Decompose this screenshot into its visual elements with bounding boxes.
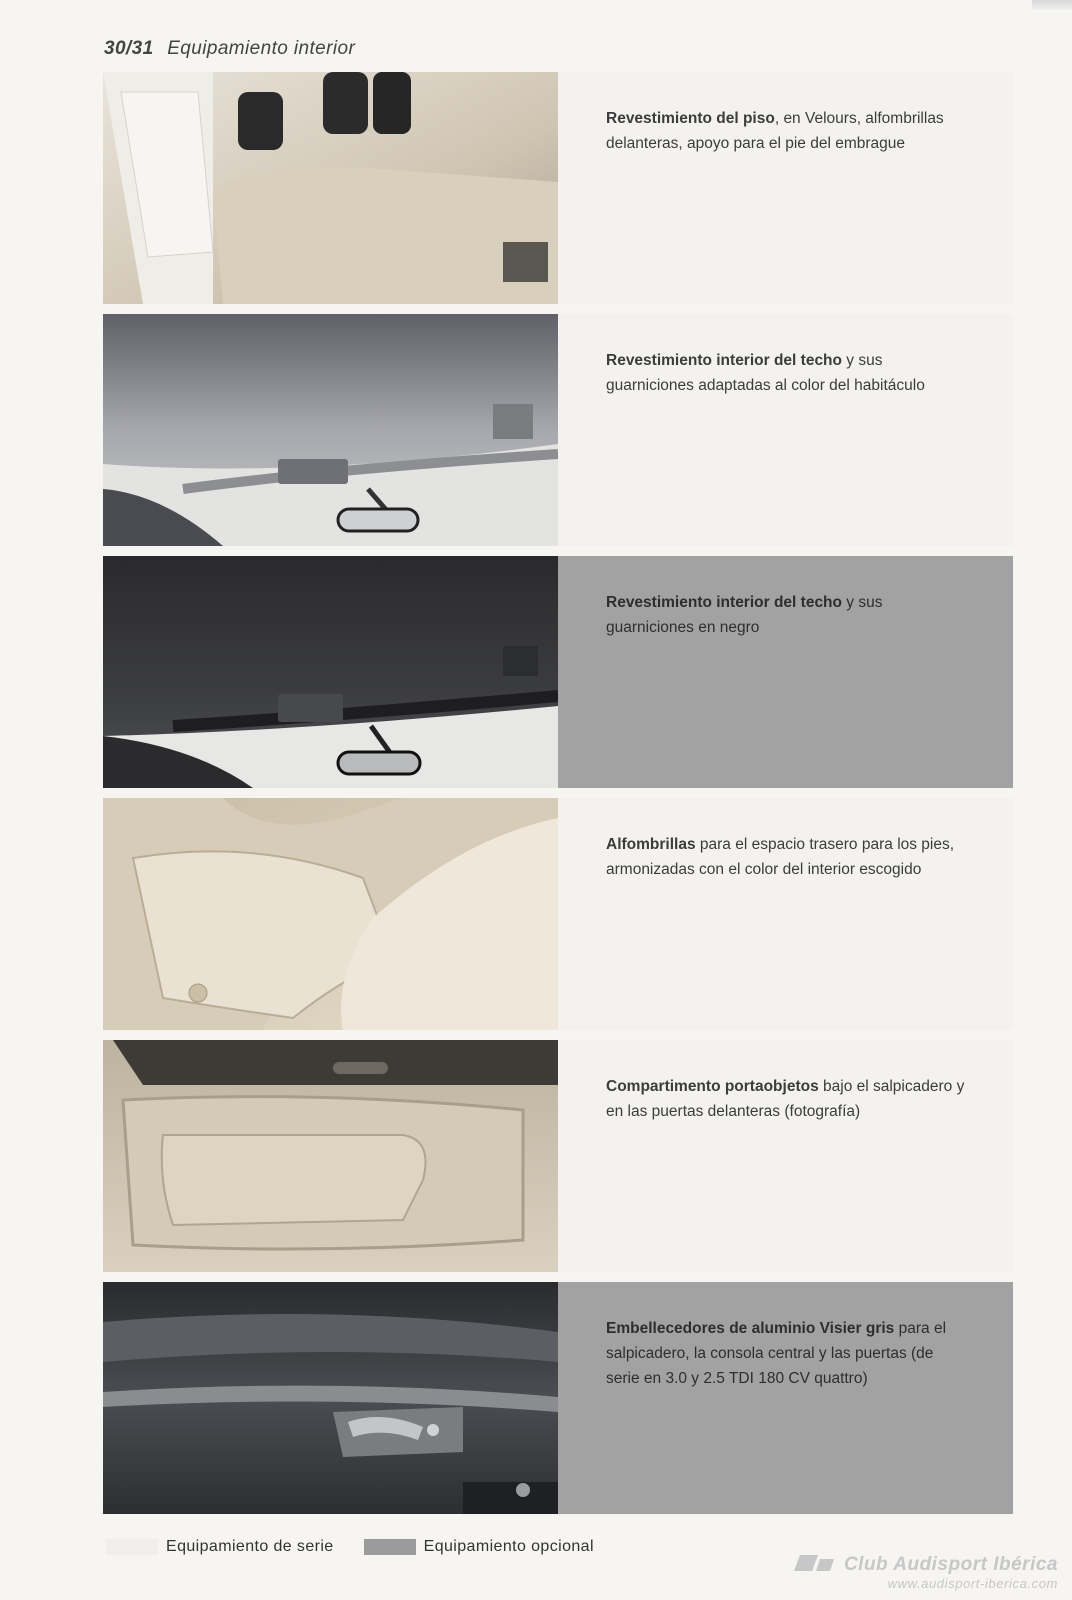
page-title: Equipamiento interior bbox=[167, 38, 356, 59]
headliner-black-photo bbox=[103, 556, 558, 788]
watermark-url: www.audisport-iberica.com bbox=[887, 1576, 1058, 1592]
storage-compartment-photo bbox=[103, 1040, 558, 1272]
rear-floor-mats-photo bbox=[103, 798, 558, 1030]
page-number: 30/31 bbox=[104, 38, 154, 59]
item-description: bajo el salpicadero y en las puertas delanteras (fotografía) bbox=[606, 1078, 965, 1120]
headliner-black-description bbox=[558, 556, 1013, 788]
item-description: y sus guarniciones en negro bbox=[606, 594, 883, 636]
watermark-name: Club Audisport Ibérica bbox=[843, 1554, 1058, 1575]
storage-description bbox=[558, 1040, 1013, 1272]
watermark bbox=[794, 1554, 1059, 1591]
headliner-light-photo bbox=[103, 314, 558, 546]
floor-description bbox=[558, 72, 1013, 304]
floor-pedals-photo bbox=[103, 72, 558, 304]
equipment-row-headliner-light bbox=[103, 314, 1013, 546]
equipment-row-rear-mats bbox=[103, 798, 1013, 1030]
item-description: para el salpicadero, la consola central y las puertas (de serie en 3.0 y 2.5 TDI 180 CV quattro) bbox=[606, 1320, 947, 1387]
equipment-row-storage bbox=[103, 1040, 1013, 1272]
equipment-row-headliner-black bbox=[103, 556, 1013, 788]
item-bold-label: Revestimiento del piso bbox=[606, 110, 775, 127]
aluminium-trim-description bbox=[558, 1282, 1013, 1514]
legend-serie-label: Equipamiento de serie bbox=[166, 1538, 334, 1555]
item-bold-label: Compartimento portaobjetos bbox=[606, 1078, 819, 1095]
opcional-swatch bbox=[364, 1539, 416, 1555]
item-description: para el espacio trasero para los pies, armonizadas con el color del interior escogido bbox=[606, 836, 955, 878]
club-logo-icon bbox=[794, 1555, 834, 1576]
page-corner-tab bbox=[1032, 0, 1072, 10]
page-header bbox=[104, 38, 355, 60]
headliner-light-description bbox=[558, 314, 1013, 546]
item-bold-label: Revestimiento interior del techo bbox=[606, 352, 842, 369]
aluminium-trim-door-photo bbox=[103, 1282, 558, 1514]
item-bold-label: Revestimiento interior del techo bbox=[606, 594, 842, 611]
item-bold-label: Alfombrillas bbox=[606, 836, 696, 853]
rear-mats-description bbox=[558, 798, 1013, 1030]
item-description: , en Velours, alfombrillas delanteras, apoyo para el pie del embrague bbox=[606, 110, 944, 152]
item-description: y sus guarniciones adaptadas al color del habitáculo bbox=[606, 352, 925, 394]
equipment-row-floor bbox=[103, 72, 1013, 304]
legend-opcional-label: Equipamiento opcional bbox=[423, 1538, 594, 1555]
item-bold-label: Embellecedores de aluminio Visier gris bbox=[606, 1320, 895, 1337]
equipment-row-aluminium-trim bbox=[103, 1282, 1013, 1514]
serie-swatch bbox=[106, 1539, 158, 1555]
equipment-legend bbox=[106, 1536, 594, 1558]
